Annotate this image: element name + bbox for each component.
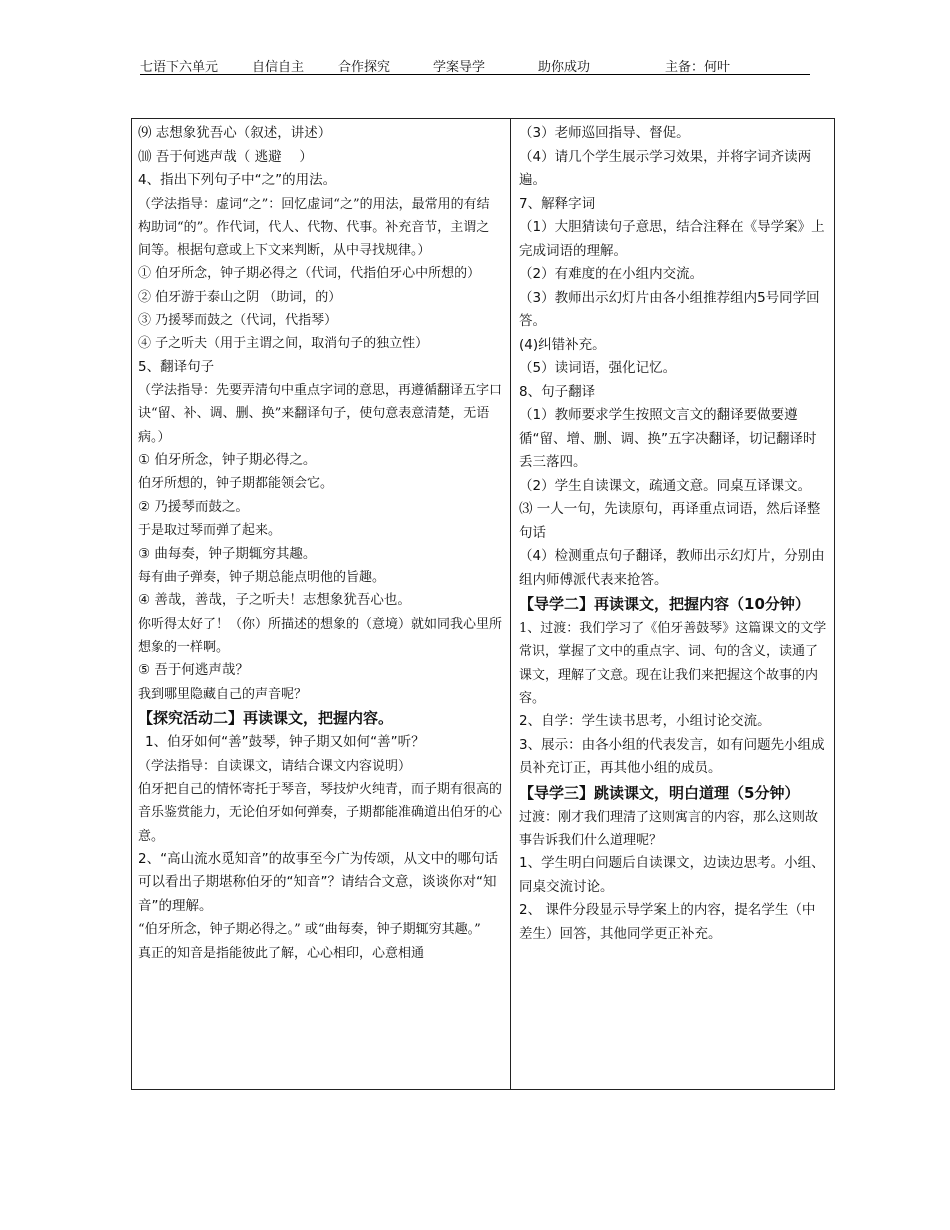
section-8-step-4: （4）检测重点句子翻译，教师出示幻灯片，分别由组内师傅派代表来抢答。 [519,548,825,588]
student-column [138,122,502,965]
translation-2: 于是取过琴而弹了起来。 [138,523,282,539]
translation-4: 你听得太好了！（你）所描述的想象的（意境）就如同我心里所想象的一样啊。 [138,616,502,656]
section-7-step-4: (4)纠错补充。 [519,336,606,353]
question-1: 1、伯牙如何“善”鼓琴，钟子期又如何“善”听？ [145,734,425,751]
step-3: （3）老师巡回指导、督促。 [519,125,690,141]
header-slogan-3: 学案导学 [433,60,486,75]
section-7-heading: 7、解释字词 [519,195,596,212]
guide-2-transition: 1、过渡：我们学习了《伯牙善鼓琴》这篇课文的文学常识，掌握了文中的重点字、词、句的含义，读通了课文，理解了文意。现在让我们来把握这个故事的内容。 [519,621,827,706]
sentence-5: ⑤ 吾于何逃声哉？ [138,662,249,679]
answer-1: 伯牙把自己的情怀寄托于琴音，琴技炉火纯青，而子期有很高的音乐鉴赏能力，无论伯牙如何弹奏，子期都能准确道出伯牙的心意。 [138,782,502,844]
page-header [140,56,810,75]
section-8-heading: 8、句子翻译 [519,383,596,400]
sentence-1: ① 伯牙所念，钟子期必得之。 [138,451,317,468]
header-unit: 七语下六单元 [140,60,219,75]
guide-3-heading: 【导学三】跳读课文，明白道理（5分钟） [519,783,800,802]
vocab-item-9: ⑼ 志想象犹吾心（叙述，讲述） [138,125,332,141]
sentence-3: ③ 曲每奏，钟子期辄穷其趣。 [138,545,317,562]
task-4-heading: 4、指出下列句子中“之”的用法。 [138,172,337,188]
section-8-step-1: （1）教师要求学生按照文言文的翻译要做要遵循“留、增、删、调、换”五字决翻译，切记翻译时丢三落四。 [519,407,817,470]
lesson-table [131,118,835,1090]
section-7-step-2: （2）有难度的在小组内交流。 [519,266,704,282]
answer-2-explanation: 真正的知音是指能彼此了解，心心相印，心意相通 [138,945,425,961]
section-8-step-3: ⑶ 一人一句，先读原句，再译重点词语，然后译整句话 [519,501,821,541]
answer-2-quote: “伯牙所念，钟子期必得之。” 或“曲每奏，钟子期辄穷其趣。” [138,922,481,938]
column-divider [510,119,511,1089]
header-slogan-1: 自信自主 [252,60,305,75]
header-slogan-4: 助你成功 [538,60,591,75]
question-1-guide: （学法指导：自读课文，请结合课文内容说明） [138,758,412,774]
zhi-usage-2: ② 伯牙游于泰山之阴 （助词，的） [138,289,342,305]
zhi-usage-4: ④ 子之听夫（用于主谓之间，取消句子的独立性） [138,336,429,352]
translation-5: 我到哪里隐藏自己的声音呢？ [138,686,308,702]
guide-2-presentation: 3、展示：由各小组的代表发言，如有问题先小组成员补充订正，再其他小组的成员。 [519,736,825,777]
question-2: 2、“高山流水觅知音”的故事至今广为传颂，从文中的哪句话可以看出子期堪称伯牙的“知音”？请结合文意，谈谈你对“知音”的理解。 [138,850,499,914]
guide-2-self-study: 2、自学：学生读书思考，小组讨论交流。 [519,713,771,730]
task-5-heading: 5、翻译句子 [138,358,215,375]
zhi-usage-1: ① 伯牙所念，钟子期必得之（代词，代指伯牙心中所想的） [138,266,481,282]
task-4-guide: （学法指导：虚词“之”：回忆虚词“之”的用法，最常用的有结构助词“的”。作代词，代人、代物、代事。补充音节，主谓之间等。根据句意或上下文来判断，从中寻找规律。） [138,196,490,259]
translation-3: 每有曲子弹奏，钟子期总能点明他的旨趣。 [138,570,386,586]
translation-1: 伯牙所想的，钟子期都能领会它。 [138,476,334,492]
vocab-item-10: ⑽ 吾于何逃声哉（ 逃避 ） [138,148,313,165]
guide-3-step-1: 1、学生明白问题后自读课文，边读边思考。小组、同桌交流讨论。 [519,855,825,895]
guide-3-transition: 过渡：刚才我们理清了这则寓言的内容，那么这则故事告诉我们什么道理呢？ [519,809,819,848]
step-4: （4）请几个学生展示学习效果，并将字词齐读两遍。 [519,148,812,188]
sentence-4: ④ 善哉，善哉，子之听夫！志想象犹吾心也。 [138,592,411,609]
guide-3-step-2: 2、 课件分段显示导学案上的内容，提名学生（中差生）回答，其他同学更正补充。 [519,902,816,942]
sentence-2: ② 乃援琴而鼓之。 [138,498,249,515]
header-slogan-2: 合作探究 [338,60,391,75]
section-7-step-1: （1）大胆猜读句子意思，结合注释在《导学案》上完成词语的理解。 [519,219,825,259]
task-5-guide: （学法指导：先要弄清句中重点字词的意思，再遵循翻译五字口诀“留、补、调、删、换”来翻译句子，使句意表意清楚，无语病。） [138,383,502,445]
section-8-step-2: （2）学生自读课文，疏通文意。同桌互译课文。 [519,477,812,494]
section-7-step-3: （3）教师出示幻灯片由各小组推荐组内5号同学回答。 [519,289,820,329]
guide-2-heading: 【导学二】再读课文，把握内容（10分钟） [519,595,810,613]
teacher-column [519,122,827,946]
header-author: 主备：何叶 [665,60,731,75]
zhi-usage-3: ③ 乃援琴而鼓之（代词，代指琴） [138,312,338,328]
section-7-step-5: （5）读词语，强化记忆。 [519,360,677,376]
activity-2-heading: 【探究活动二】再读课文，把握内容。 [138,709,394,728]
